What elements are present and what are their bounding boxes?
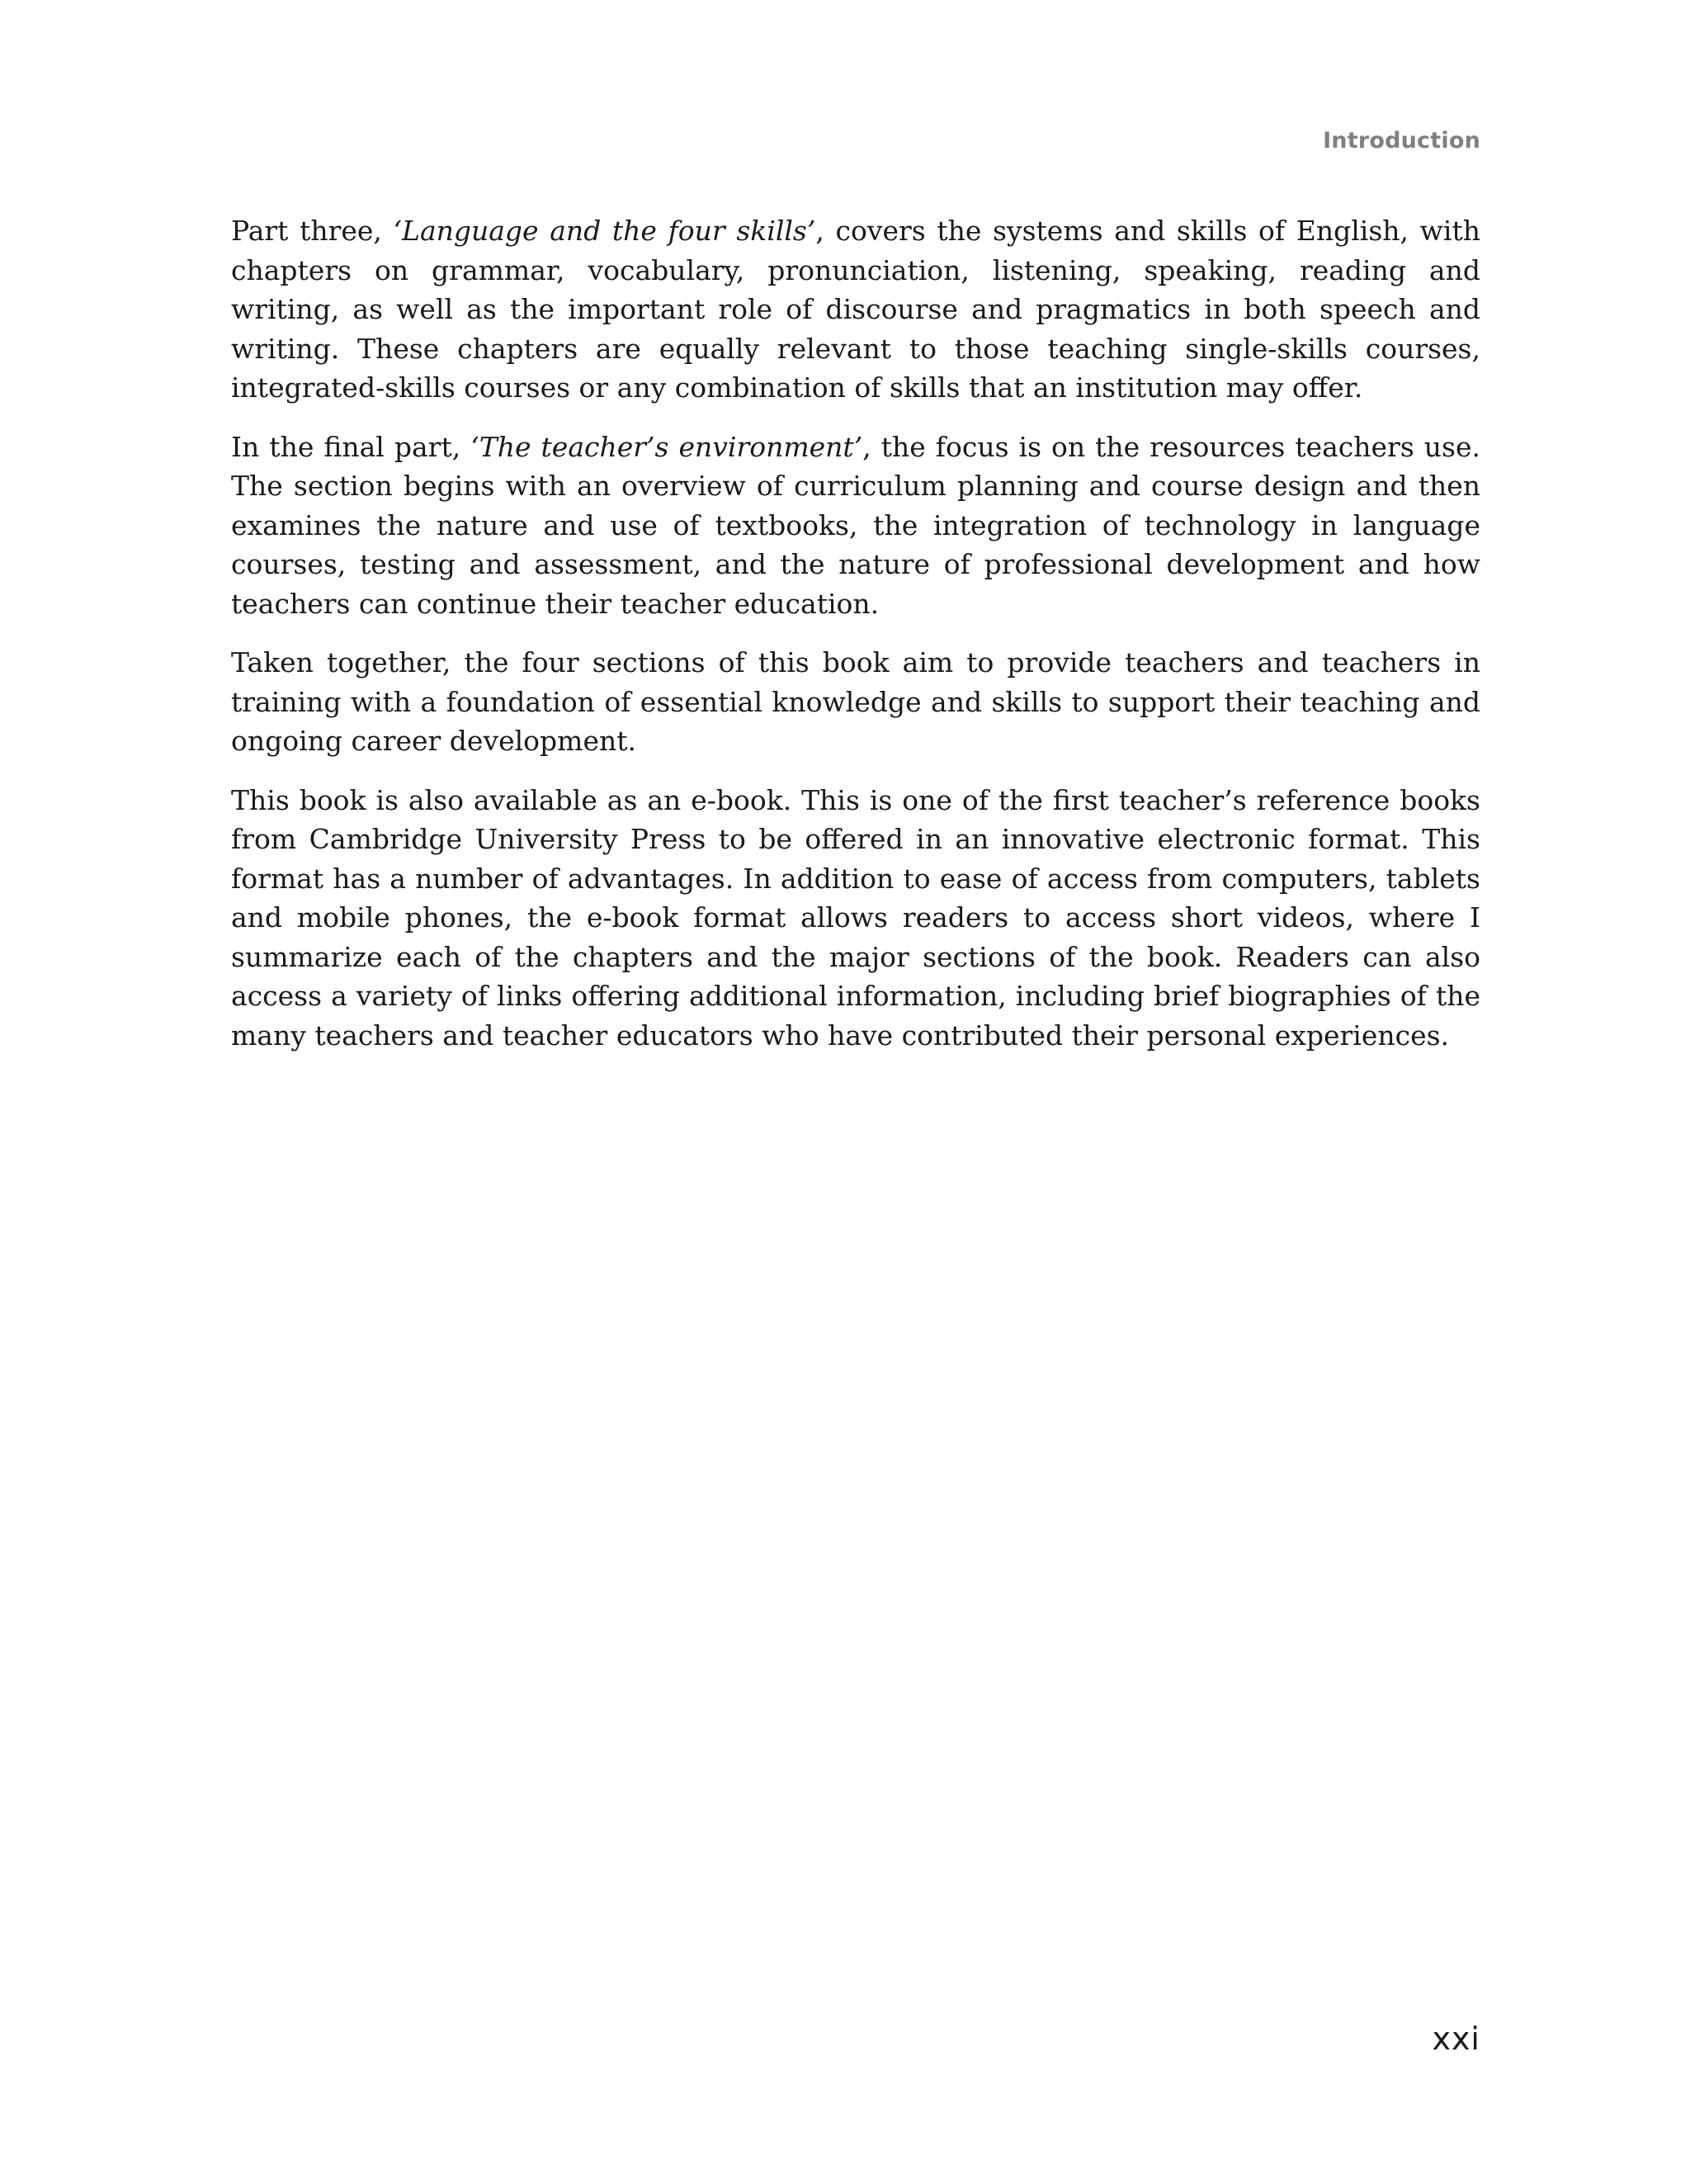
page-number: xxi [1432,2021,1480,2057]
running-head: Introduction [1323,128,1480,154]
body-text [231,211,1480,1075]
paragraph-final-part [231,428,1480,624]
paragraph-lead: Part three, [231,215,394,247]
section-title-italic: ‘The teacher’s environment’ [470,430,863,463]
paragraph-part-three [231,211,1480,408]
section-title-italic: ‘Language and the four skills’ [393,215,816,247]
paragraph-rest: , the focus is on the resources teachers use. The section begins with an overview of curriculum planning and course design and then examines the nature and use of textbooks, the integration of technology in language courses, testing and assessment, and the nature of professional development and how teachers can continue their teacher education. [231,430,1480,620]
paragraph-taken-together: Taken together, the four sections of this book aim to provide teachers and teachers in training with a foundation of essential knowledge and skills to support their teaching and ongoing career development. [231,646,1480,757]
paragraph-ebook: This book is also available as an e-book. This is one of the first teacher’s reference books from Cambridge University Press to be offered in an innovative electronic format. This format has a number of advantages. In addition to ease of access from computers, tablets and mobile phones, the e-book format allows readers to access short videos, where I summarize each of the chapters and the major sections of the book. Readers can also access a variety of links offering additional information, including brief biographies of the many teachers and teacher educators who have contributed their personal experiences. [231,783,1480,1052]
paragraph-lead: In the final part, [231,430,471,463]
paragraph-rest: , covers the systems and skills of English, with chapters on grammar, vocabulary, pronunciation, listening, speaking, reading and writing, as well as the important role of discourse and pragmatics in both speech and writing. These chapters are equally relevant to those teaching single-skills courses, integrated-skills courses or any combination of skills that an institution may offer. [231,215,1480,404]
